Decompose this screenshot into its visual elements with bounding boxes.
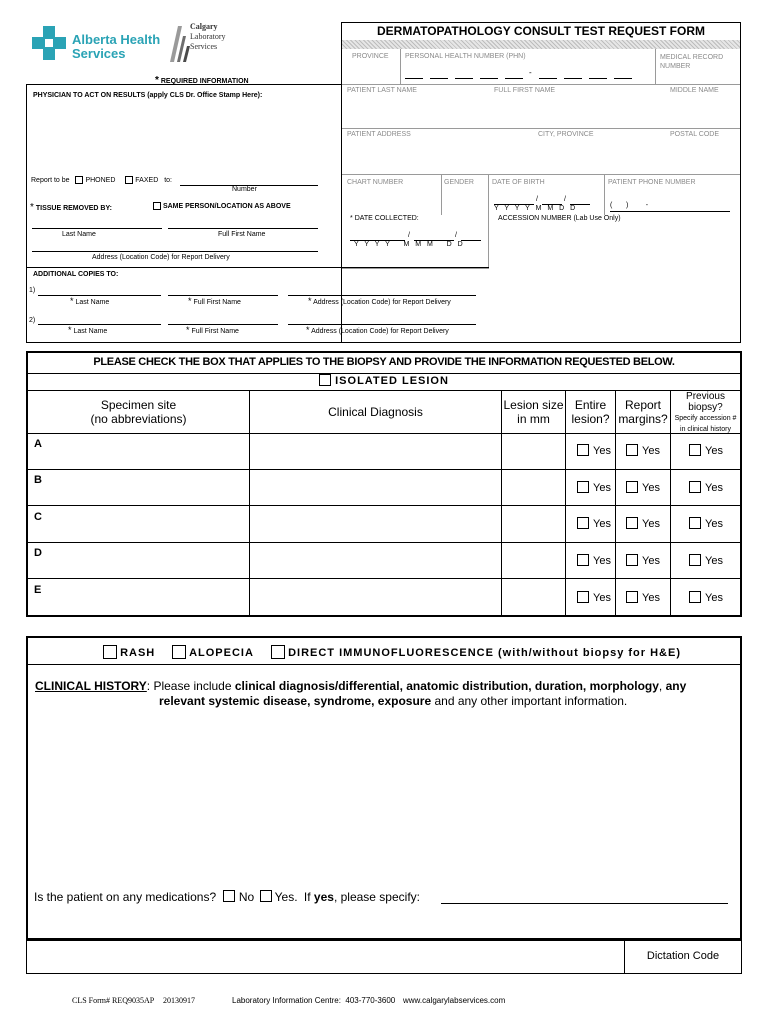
tissue-removed-label: TISSUE REMOVED BY:: [35, 205, 112, 212]
same-person-checkbox[interactable]: [153, 202, 161, 210]
fax-number-label: Number: [232, 186, 257, 193]
dictation-code-label: Dictation Code: [646, 950, 720, 962]
checkbox[interactable]: [577, 554, 589, 566]
medications-no-label: No: [238, 890, 255, 904]
to-label: to:: [164, 176, 172, 184]
rash-label: RASH: [120, 647, 156, 659]
alopecia-option[interactable]: [172, 647, 254, 659]
checkbox[interactable]: [577, 444, 589, 456]
row-d-previous-yes[interactable]: Yes: [689, 555, 723, 567]
ahs-logo: [32, 26, 162, 66]
cls-logo: [168, 20, 238, 64]
dif-checkbox[interactable]: [271, 645, 285, 659]
patient-last-name-label: PATIENT LAST NAME: [347, 87, 417, 94]
clinical-history-label: CLINICAL HISTORY: [35, 679, 147, 693]
row-a-margins-yes[interactable]: Yes: [626, 445, 660, 457]
required-info-text: REQUIRED INFORMATION: [160, 78, 249, 85]
isolated-lesion-row: [28, 375, 740, 387]
same-person-row: [153, 202, 291, 210]
cls-name-line1: Calgary: [190, 22, 218, 31]
ahs-cross-icon: [32, 26, 66, 60]
checkbox[interactable]: [626, 554, 638, 566]
biopsy-instructions: PLEASE CHECK THE BOX THAT APPLIES TO THE BIOPSY AND PROVIDE THE INFORMATION REQUESTED BELOW.: [93, 356, 675, 368]
row-e-label: E: [34, 584, 42, 596]
gender-label: GENDER: [444, 179, 474, 186]
accession-label: ACCESSION NUMBER (Lab Use Only): [498, 215, 621, 222]
patient-first-name-label: FULL FIRST NAME: [494, 87, 556, 94]
ahs-name-line2: Services: [72, 46, 126, 61]
physician-label: PHYSICIAN TO ACT ON RESULTS (apply CLS Dr. Office Stamp Here):: [33, 92, 263, 99]
row-e-margins-yes[interactable]: Yes: [626, 592, 660, 604]
alopecia-label: ALOPECIA: [189, 647, 254, 659]
copy2-number: 2): [29, 317, 36, 324]
footer-form-number: CLS Form# REQ9035AP: [72, 996, 155, 1005]
isolated-lesion-label: ISOLATED LESION: [335, 375, 449, 387]
medications-yes-label: Yes.: [274, 890, 298, 904]
checkbox[interactable]: [689, 554, 701, 566]
col-specimen-site: Specimen site (no abbreviations): [90, 398, 187, 426]
tissue-first-name-label: Full First Name: [218, 231, 266, 238]
rash-checkbox[interactable]: [103, 645, 117, 659]
phn-input-blanks[interactable]: -: [405, 68, 640, 80]
date-collected-label: * DATE COLLECTED:: [350, 215, 419, 222]
patient-phone-label: PATIENT PHONE NUMBER: [608, 179, 696, 186]
row-b-margins-yes[interactable]: Yes: [626, 482, 660, 494]
tissue-address-input[interactable]: [32, 251, 318, 252]
dob-label: DATE OF BIRTH: [492, 179, 545, 186]
row-b-entire-yes[interactable]: Yes: [577, 482, 611, 494]
tissue-first-name-input[interactable]: [168, 228, 318, 229]
row-b-previous-yes[interactable]: Yes: [689, 482, 723, 494]
patient-middle-name-label: MIDDLE NAME: [670, 87, 719, 94]
copy2-address-label: * Address (Location Code) for Report Delivery: [306, 325, 449, 335]
faxed-label: FAXED: [135, 176, 159, 184]
rash-option[interactable]: [103, 647, 155, 659]
title-shading: [342, 40, 740, 49]
row-c-entire-yes[interactable]: Yes: [577, 518, 611, 530]
mrn-label: MEDICAL RECORD NUMBER: [660, 54, 724, 70]
tissue-last-name-input[interactable]: [32, 228, 162, 229]
form-title: DERMATOPATHOLOGY CONSULT TEST REQUEST FORM: [376, 24, 705, 38]
required-asterisk: *: [155, 75, 159, 86]
report-to-be-label: Report to be: [31, 176, 70, 184]
medications-yes-checkbox[interactable]: [260, 890, 272, 902]
copy1-number: 1): [29, 287, 36, 294]
clinical-history-instructions: CLINICAL HISTORY: Please include clinical diagnosis/differential, anatomic distribution, duration, morphology, any relevant systemic disease, syndrome, exposure and any other important information.: [35, 679, 687, 708]
row-a-previous-yes[interactable]: Yes: [689, 445, 723, 457]
col-previous-biopsy: Previous biopsy? Specify accession # in clinical history: [674, 391, 737, 433]
row-e-previous-yes[interactable]: Yes: [689, 592, 723, 604]
row-c-previous-yes[interactable]: Yes: [689, 518, 723, 530]
date-collected-input[interactable]: / / Y Y Y Y M M M D D: [350, 232, 485, 252]
checkbox[interactable]: [626, 591, 638, 603]
checkbox[interactable]: [577, 517, 589, 529]
row-d-label: D: [34, 547, 42, 559]
same-person-label: SAME PERSON/LOCATION AS ABOVE: [162, 202, 291, 210]
faxed-checkbox[interactable]: [125, 176, 133, 184]
additional-copies-title: ADDITIONAL COPIES TO:: [33, 271, 119, 278]
isolated-lesion-checkbox[interactable]: [319, 374, 331, 386]
report-to-be-row: [31, 176, 172, 184]
ahs-name-line1: Alberta Health: [72, 32, 161, 47]
checkbox[interactable]: [626, 481, 638, 493]
row-a-entire-yes[interactable]: Yes: [577, 445, 611, 457]
tissue-address-label: Address (Location Code) for Report Delivery: [92, 254, 230, 261]
dif-option[interactable]: [271, 647, 681, 659]
checkbox[interactable]: [689, 481, 701, 493]
row-d-entire-yes[interactable]: Yes: [577, 555, 611, 567]
patient-phone-input[interactable]: [610, 200, 735, 214]
tissue-removed-row: [30, 202, 112, 213]
row-e-entire-yes[interactable]: Yes: [577, 592, 611, 604]
row-b-label: B: [34, 474, 42, 486]
checkbox[interactable]: [577, 481, 589, 493]
col-report-margins: Report margins?: [618, 398, 668, 426]
footer-date: 20130917: [163, 996, 195, 1005]
medications-question: Is the patient on any medications?: [34, 890, 217, 904]
copy1-address-label: * Address (Location Code) for Report Delivery: [308, 296, 451, 306]
chart-number-label: CHART NUMBER: [347, 179, 404, 186]
checkbox[interactable]: [689, 517, 701, 529]
col-lesion-size: Lesion size in mm: [503, 398, 564, 426]
phoned-checkbox[interactable]: [75, 176, 83, 184]
patient-address-label: PATIENT ADDRESS: [347, 131, 411, 138]
dob-format: Y Y Y Y M M D D: [494, 205, 578, 212]
footer-website[interactable]: www.calgarylabservices.com: [403, 996, 506, 1005]
medications-row: Is the patient on any medications? No Yes. If yes, please specify:: [34, 890, 420, 904]
tissue-last-name-label: Last Name: [62, 231, 96, 238]
checkbox[interactable]: [626, 517, 638, 529]
row-d-margins-yes[interactable]: Yes: [626, 555, 660, 567]
alopecia-checkbox[interactable]: [172, 645, 186, 659]
phn-label: PERSONAL HEALTH NUMBER (PHN): [405, 53, 526, 60]
col-clinical-diagnosis: Clinical Diagnosis: [328, 405, 423, 419]
col-entire-lesion: Entire lesion?: [571, 398, 610, 426]
dob-input[interactable]: / / Y Y Y Y M M D D: [494, 196, 604, 214]
medications-no-checkbox[interactable]: [223, 890, 235, 902]
row-c-label: C: [34, 511, 42, 523]
date-collected-format: Y Y Y Y M M M D D: [354, 241, 465, 248]
medications-specify-input[interactable]: [441, 903, 728, 904]
checkbox[interactable]: [577, 591, 589, 603]
cls-name-line2: Laboratory: [190, 32, 226, 41]
province-label: PROVINCE: [352, 53, 389, 60]
patient-city-label: CITY, PROVINCE: [538, 131, 594, 138]
patient-postal-label: POSTAL CODE: [670, 131, 720, 138]
copy1-first-name-label: * Full First Name: [188, 296, 241, 306]
cls-name-line3: Services: [190, 42, 218, 51]
tissue-asterisk: *: [30, 202, 34, 213]
checkbox[interactable]: [626, 444, 638, 456]
phone-format: ( ) -: [610, 202, 649, 209]
copy2-first-name-label: * Full First Name: [186, 325, 239, 335]
phoned-label: PHONED: [85, 176, 116, 184]
dif-label: DIRECT IMMUNOFLUORESCENCE (with/without biopsy for H&E): [288, 647, 681, 659]
cls-emblem-icon: [168, 24, 192, 64]
row-c-margins-yes[interactable]: Yes: [626, 518, 660, 530]
checkbox[interactable]: [689, 444, 701, 456]
footer-lab-info: Laboratory Information Centre: 403-770-3600: [232, 996, 396, 1005]
checkbox[interactable]: [689, 591, 701, 603]
copy1-last-name-label: * Last Name: [70, 296, 110, 306]
clinical-history-textarea[interactable]: [32, 712, 736, 877]
row-a-label: A: [34, 438, 42, 450]
copy2-last-name-label: * Last Name: [68, 325, 108, 335]
